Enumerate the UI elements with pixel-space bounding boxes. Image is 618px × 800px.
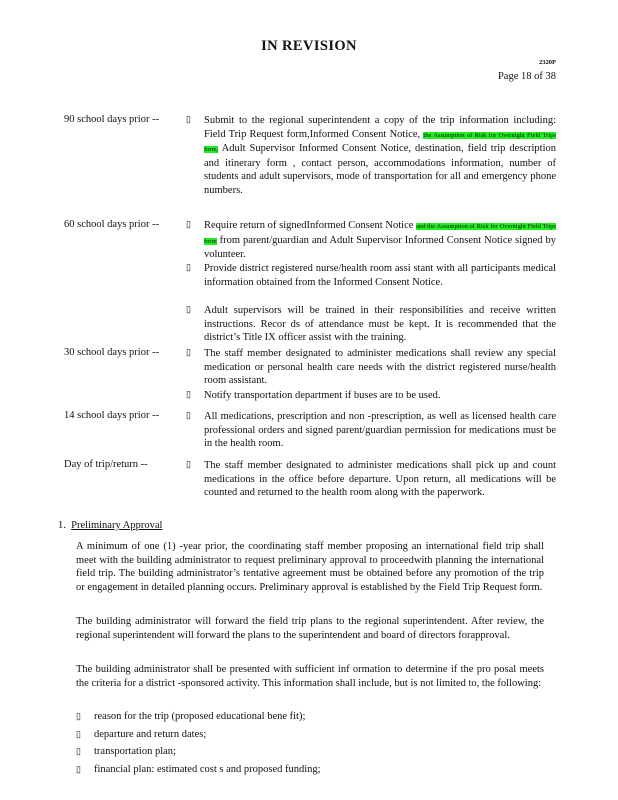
bullet-icon: ▯ xyxy=(186,459,191,469)
highlighted-text: and the Assumption of Risk for Overnight Field Trips form xyxy=(204,223,556,245)
schedule-when: 14 school days prior -- xyxy=(64,410,160,421)
bullet-icon: ▯ xyxy=(76,746,81,756)
schedule-item: The staff member designated to administer medications shall review any special medication or personal health care needs with the district registered nurse/health room assistant. xyxy=(204,348,556,387)
schedule-when: 30 school days prior -- xyxy=(64,347,160,358)
bullet-icon: ▯ xyxy=(76,729,81,739)
page-title: IN REVISION xyxy=(261,38,357,54)
schedule-when: Day of trip/return -- xyxy=(64,459,148,470)
paragraph: The building administrator will forward the field trip plans to the regional superintendent. After review, the regional superintendent will forward the plans to the superintendent and board of directors forapproval. xyxy=(76,616,544,641)
bullet-icon: ▯ xyxy=(186,347,191,357)
bullet-icon: ▯ xyxy=(186,304,191,314)
bullet-icon: ▯ xyxy=(76,764,81,774)
bullet-icon: ▯ xyxy=(186,262,191,272)
bullet-icon: ▯ xyxy=(76,711,81,721)
page-number: Page 18 of 38 xyxy=(497,71,556,82)
bullet-icon: ▯ xyxy=(186,410,191,420)
schedule-when: 60 school days prior -- xyxy=(64,219,160,230)
schedule-item xyxy=(204,114,556,198)
section-title: Preliminary Approval xyxy=(71,520,163,531)
item-text: from parent/guardian and Adult Supervisor Informed Consent Notice signed by volunteer. xyxy=(204,234,556,261)
schedule-when: 90 school days prior -- xyxy=(64,114,160,125)
schedule-item: Provide district registered nurse/health room assi stant with all participants medical information obtained from the Informed Consent Notice. xyxy=(204,263,556,288)
section-number: 1. xyxy=(58,520,66,531)
bullet-icon: ▯ xyxy=(186,114,191,124)
schedule-item xyxy=(204,219,556,262)
item-text: Adult Supervisor Informed Consent Notice, destination, field trip description and itinerary form , contact person, accommodations information, number of students and adult supervisors, mode of transportation for all and emergency phone numbers. xyxy=(204,143,556,196)
highlighted-text: the Assumption of Risk for Overnight Field Trips form, xyxy=(204,131,556,154)
paragraph: The building administrator shall be presented with sufficient inf ormation to determine if the pro posal meets the criteria for a district -sponsored activity. This information shall include, but is not limited to, the following: xyxy=(76,664,544,689)
schedule-item: Adult supervisors will be trained in their responsibilities and receive written instructions. Recor ds of attendance must be kept. It is recommended that the district’s Title IX officer assist with the training. xyxy=(204,305,556,344)
section-heading xyxy=(58,520,162,531)
list-item: transportation plan; xyxy=(94,746,176,757)
list-item: reason for the trip (proposed educational bene fit); xyxy=(94,711,306,722)
paragraph: A minimum of one (1) -year prior, the coordinating staff member proposing an international field trip shall meet with the building administrator to request preliminary approval to proceedwith planning the international field trip. The building administrator’s tentative agreement must be obtained before any promotion of the trip or engagement in detailed planning occurs. Preliminary approval is established by the Field Trip Request form. xyxy=(76,541,544,593)
schedule-item: All medications, prescription and non -prescription, as well as licensed health care professional orders and signed parent/guardian permission for medications must be in the health room. xyxy=(204,411,556,450)
schedule-item: Notify transportation department if buses are to be used. xyxy=(204,390,441,401)
list-item: financial plan: estimated cost s and proposed funding; xyxy=(94,764,321,775)
policy-code: 2320P xyxy=(539,59,556,66)
bullet-icon: ▯ xyxy=(186,219,191,229)
bullet-icon: ▯ xyxy=(186,389,191,399)
schedule-item: The staff member designated to administer medications shall pick up and count medications in the office before departure. Upon return, all medications will be counted and returned to the health room along with the paperwork. xyxy=(204,460,556,499)
item-text: Submit to the regional superintendent a copy of the trip information including: Field Trip Request form,Informed Consent Notice, xyxy=(204,115,556,140)
list-item: departure and return dates; xyxy=(94,729,207,740)
item-text: Require return of signedInformed Consent Notice xyxy=(204,220,414,231)
